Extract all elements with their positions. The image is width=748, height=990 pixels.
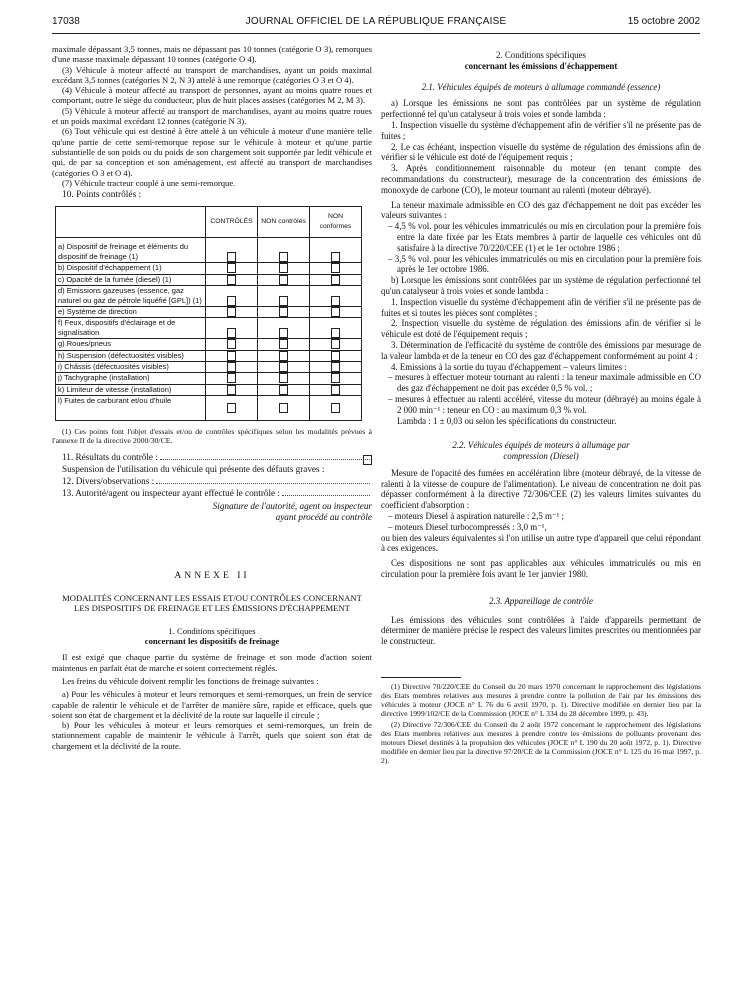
paragraph: Il est exigé que chaque partie du système de freinage et son mode d'action soient maintenus en parfait état de marche et soient correctement réglés. bbox=[52, 652, 372, 673]
list-item: – mesures à effectuer au ralenti accéléré, vitesse du moteur (débrayé) au moins égale à 2 000 min⁻¹ : teneur en CO : au maximum 0,3 % vol. bbox=[388, 393, 701, 415]
right-column bbox=[381, 44, 701, 765]
table-row bbox=[56, 307, 362, 318]
authority-label: 13. Autorité/agent ou inspecteur ayant effectué le contrôle : bbox=[62, 487, 280, 498]
table-row bbox=[56, 361, 362, 372]
checkbox[interactable] bbox=[279, 263, 288, 273]
header-rule bbox=[52, 33, 700, 34]
table-row bbox=[56, 395, 362, 420]
row-label: a) Dispositif de freinage et éléments du dispositif de freinage (1) bbox=[56, 238, 206, 263]
checkbox[interactable] bbox=[227, 307, 236, 317]
checkbox[interactable] bbox=[279, 351, 288, 361]
annex-title: ANNEXE II bbox=[174, 569, 250, 581]
row-label: h) Suspension (défectuosités visibles) bbox=[56, 350, 206, 361]
paragraph: 2. Inspection visuelle du système de régulation des émissions afin de vérifier si le véhicule est doté de l'équipement requis ; bbox=[381, 318, 701, 340]
paragraph: maximale dépassant 3,5 tonnes, mais ne dépassant pas 10 tonnes (catégorie O 3), remorques d'une masse maximale dépassant 10 tonnes (catégorie O 4). bbox=[52, 44, 372, 65]
checkbox[interactable] bbox=[227, 296, 236, 306]
table-note: (1) Ces points font l'objet d'essais et/ou de contrôles spécifiques selon les modalités prévues à l'annexe II de la directive 2000/30/CE. bbox=[52, 426, 372, 445]
row-label: j) Tachygraphe (installation) bbox=[56, 373, 206, 384]
suspension-line bbox=[52, 463, 372, 475]
checkbox[interactable] bbox=[227, 351, 236, 361]
authority-line bbox=[52, 487, 372, 499]
paragraph: a) Lorsque les émissions ne sont pas contrôlées par un système de régulation perfectionné tel qu'un catalyseur à trois voies et sonde lambda : bbox=[381, 98, 701, 120]
checkbox[interactable] bbox=[227, 328, 236, 338]
table-row bbox=[56, 274, 362, 285]
checkbox[interactable] bbox=[331, 362, 340, 372]
table-header-blank bbox=[56, 207, 206, 238]
results-line bbox=[52, 451, 372, 463]
page-header bbox=[52, 16, 700, 30]
checkbox[interactable] bbox=[331, 385, 340, 395]
checkbox[interactable] bbox=[331, 252, 340, 262]
checkbox[interactable] bbox=[331, 307, 340, 317]
paragraph: a) Pour les véhicules à moteur et leurs remorques et semi-remorques, un frein de service capable de ralentir le véhicule et de l'arrêter de manière sûre, rapide et efficace, quels que soient son état de chargement et la déclivité de la route sur laquelle il circule ; bbox=[52, 689, 372, 720]
row-label: i) Châssis (défectuosités visibles) bbox=[56, 361, 206, 372]
checkbox[interactable] bbox=[331, 275, 340, 285]
list-item: – moteurs Diesel turbocompressés : 3,0 m⁻¹, bbox=[388, 521, 547, 532]
table-row bbox=[56, 263, 362, 274]
subsection-title: 2.3. Appareillage de contrôle bbox=[489, 595, 593, 606]
paragraph: 2. Le cas échéant, inspection visuelle du système de régulation des émissions afin de vérifier si le véhicule est doté de l'équipement requis ; bbox=[381, 141, 701, 163]
annex-subtitle: MODALITÉS CONCERNANT LES ESSAIS ET/OU CONTRÔLES CONCERNANT LES DISPOSITIFS DE FREINAGE ET LES ÉMISSIONS D'ÉCHAPPEMENT bbox=[62, 593, 362, 614]
authority-field[interactable] bbox=[282, 487, 370, 496]
checkbox[interactable] bbox=[331, 373, 340, 383]
section-subtitle: concernant les émissions d'échappement bbox=[464, 60, 618, 71]
subsection-title: 2.2. Véhicules équipés de moteurs à allumage par compression (Diesel) bbox=[452, 440, 630, 462]
row-label: f) Feux, dispositifs d'éclairage et de signalisation bbox=[56, 318, 206, 339]
points-title: 10. Points contrôlés : bbox=[62, 190, 142, 201]
checkbox[interactable] bbox=[331, 339, 340, 349]
checkbox[interactable] bbox=[227, 373, 236, 383]
row-label: b) Dispositif d'échappement (1) bbox=[56, 263, 206, 274]
paragraph: 3. Détermination de l'efficacité du système de contrôle des émissions par mesurage de la valeur lambda et de la teneur en CO des gaz d'échappement conformément au point 4 : bbox=[381, 339, 701, 361]
checkbox[interactable] bbox=[279, 339, 288, 349]
observations-label: 12. Divers/observations : bbox=[62, 475, 155, 486]
section-subtitle: concernant les dispositifs de freinage bbox=[144, 636, 280, 647]
table-row bbox=[56, 286, 362, 307]
checkbox[interactable] bbox=[279, 296, 288, 306]
suspension-label: Suspension de l'utilisation du véhicule qui présente des défauts graves : bbox=[62, 463, 325, 474]
paragraph: (3) Véhicule à moteur affecté au transport de marchandises, ayant un poids maximal excédant 3,5 tonnes (catégories N 2, N 3) attelé à une remorque (catégories O 3 et O 4). bbox=[52, 64, 372, 85]
checkbox[interactable] bbox=[331, 296, 340, 306]
checkbox[interactable] bbox=[279, 275, 288, 285]
checkbox[interactable] bbox=[227, 403, 236, 413]
checkbox[interactable] bbox=[227, 362, 236, 372]
observations-line bbox=[52, 475, 372, 487]
paragraph: Mesure de l'opacité des fumées en accélération libre (moteur débrayé, de la vitesse de ralenti à la vitesse de coupure de l'alimentation). Le niveau de concentration ne doit pas dépasser conformément à la directive 72/306/CEE (2) les valeurs limites suivantes du coefficient d'absorption : bbox=[381, 467, 701, 511]
paragraph: 3. Après conditionnement raisonnable du moteur (en tenant compte des recommandations du constructeur), mesurage de la concentration des émissions de monoxyde de carbone (CO), le moteur tournant au ralenti (moteur débrayé). bbox=[381, 163, 701, 195]
checkbox[interactable] bbox=[331, 403, 340, 413]
page-number: 17038 bbox=[52, 16, 80, 27]
checkbox[interactable] bbox=[279, 385, 288, 395]
paragraph: 1. Inspection visuelle du système d'échappement afin de vérifier s'il ne présente pas de fuites ; bbox=[381, 119, 701, 141]
left-column bbox=[52, 44, 372, 751]
table-row bbox=[56, 339, 362, 350]
checkbox[interactable] bbox=[227, 385, 236, 395]
checkbox[interactable] bbox=[227, 252, 236, 262]
results-field[interactable] bbox=[160, 451, 370, 460]
table-header: NON contrôlés bbox=[258, 207, 310, 238]
list-item: – moteurs Diesel à aspiration naturelle : 2,5 m⁻¹ ; bbox=[388, 511, 564, 522]
checkbox[interactable] bbox=[279, 307, 288, 317]
table-row bbox=[56, 373, 362, 384]
points-table bbox=[55, 206, 362, 420]
paragraph: (7) Véhicule tracteur couplé à une semi-remorque. bbox=[62, 177, 236, 188]
paragraph: b) Pour les véhicules à moteur et leurs remorques et semi-remorques, un frein de stationnement capable de maintenir le véhicule à l'arrêt, quels que soient son état de chargement et la déclivité de la route. bbox=[52, 720, 372, 751]
row-label: k) Limiteur de vitesse (installation) bbox=[56, 384, 206, 395]
checkbox[interactable] bbox=[279, 362, 288, 372]
list-item: – 3,5 % vol. pour les véhicules immatriculés ou mis en circulation pour la première fois après le 1er octobre 1986. bbox=[388, 253, 701, 275]
paragraph: Les freins du véhicule doivent remplir les fonctions de freinage suivantes : bbox=[62, 675, 319, 686]
paragraph: ou bien des valeurs équivalentes si l'on utilise un autre type d'appareil que celui répondant à ces exigences. bbox=[381, 532, 701, 554]
paragraph: La teneur maximale admissible en CO des gaz d'échappement ne doit pas excéder les valeurs suivantes : bbox=[381, 199, 701, 221]
row-label: e) Système de direction bbox=[56, 307, 206, 318]
footnote-rule bbox=[381, 677, 461, 678]
checkbox[interactable] bbox=[227, 263, 236, 273]
checkbox[interactable] bbox=[331, 328, 340, 338]
table-row bbox=[56, 384, 362, 395]
row-label: g) Roues/pneus bbox=[56, 339, 206, 350]
checkbox[interactable] bbox=[279, 403, 288, 413]
table-row bbox=[56, 318, 362, 339]
observations-field[interactable] bbox=[156, 475, 370, 484]
row-label: l) Fuites de carburant et/ou d'huile bbox=[56, 395, 206, 420]
checkbox[interactable] bbox=[331, 351, 340, 361]
checkbox[interactable] bbox=[279, 373, 288, 383]
footnote: (2) Directive 72/306/CEE du Conseil du 2 août 1972 concernant le rapprochement des législations des Etats membres relatives aux mesures à prendre contre les émissions de polluants provenant des moteurs Diesel destinés à la propulsion des véhicules (JOCE n° L 190 du 20 août 1972, p. 1). Directive modifiée en dernier lieu par la directive 97/20/CE de la Commission (JOCE n° L 125 du 16 mai 1997, p. 2). bbox=[381, 720, 701, 766]
paragraph: (4) Véhicule à moteur affecté au transport de personnes, ayant au moins quatre roues et comportant, outre le siège du conducteur, plus de huit places assises (catégories M 2, M 3). bbox=[52, 85, 372, 106]
paragraph: b) Lorsque les émissions sont contrôlées par un système de régulation perfectionné tel qu'un catalyseur à trois voies et sonde lambda : bbox=[381, 275, 701, 296]
section-title: 1. Conditions spécifiques bbox=[168, 625, 256, 636]
checkbox[interactable] bbox=[279, 328, 288, 338]
table-row bbox=[56, 350, 362, 361]
table-row bbox=[56, 238, 362, 263]
signature-note: Signature de l'autorité, agent ou inspecteur ayant procédé au contrôle bbox=[212, 500, 372, 522]
subsection-title: 2.1. Véhicules équipés de moteurs à allumage commandé (essence) bbox=[421, 81, 661, 92]
checkbox[interactable] bbox=[331, 263, 340, 273]
section-title: 2. Conditions spécifiques bbox=[496, 50, 586, 60]
paragraph: 1. Inspection visuelle du système d'échappement afin de vérifier s'il ne présente pas de fuites et si toutes les pièces sont complètes ; bbox=[381, 296, 701, 318]
checkbox[interactable] bbox=[227, 275, 236, 285]
list-item: – mesures à effectuer moteur tournant au ralenti : la teneur maximale admissible en CO des gaz d'échappement ne doit pas excéder 0,5 % vol. ; bbox=[388, 372, 701, 394]
list-item: – 4,5 % vol. pour les véhicules immatriculés ou mis en circulation pour la première fois entre la date fixée par les Etats membres à partir de laquelle ces véhicules ont dû satisfaire à la directive 70/220/CEE (1) et le 1er octobre 1986 ; bbox=[388, 221, 701, 253]
journal-title: JOURNAL OFFICIEL DE LA RÉPUBLIQUE FRANÇAISE bbox=[245, 16, 507, 27]
issue-date: 15 octobre 2002 bbox=[627, 16, 700, 27]
checkbox[interactable] bbox=[279, 252, 288, 262]
paragraph: (5) Véhicule à moteur affecté au transport de marchandises, ayant au moins quatre roues et un poids maximal excédant 12 tonnes (catégorie N 3). bbox=[52, 105, 372, 127]
paragraph: Lambda : 1 ± 0,03 ou selon les spécifications du constructeur. bbox=[397, 415, 617, 426]
row-label: d) Emissions gazeuses (essence, gaz naturel ou gaz de pétrole liquéfié [GPL]) (1) bbox=[56, 286, 206, 307]
footnote: (1) Directive 70/220/CEE du Conseil du 20 mars 1970 concernant le rapprochement des législations des Etats membres relatives aux mesures à prendre contre la pollution de l'air par les émissions des véhicules à moteur (JOCE n° L 76 du 6 avril 1970, p. 1). Directive modifiée en dernier lieu par la directive 1999/102/CE de la Commission (JOCE n° L 334 du 28 décembre 1999, p. 43). bbox=[381, 682, 701, 719]
row-label: c) Opacité de la fumée (diesel) (1) bbox=[56, 274, 206, 285]
results-label: 11. Résultats du contrôle : bbox=[62, 451, 158, 462]
paragraph: Les émissions des véhicules sont contrôlées à l'aide d'appareils permettant de déterminer de manière précise le respect des valeurs limites prescrites ou mentionnées par le constructeur. bbox=[381, 614, 701, 647]
paragraph: (6) Tout véhicule qui est destiné à être attelé à un véhicule à moteur d'une manière telle qu'une partie de cette semi-remorque repose sur le véhicule à moteur et qu'une partie substantielle de son poids ou du poids de son chargement soit supportée par ledit véhicule et qui, de par sa conception et son aménagement, est affecté au transport de marchandises (catégories O 3 et O 4). bbox=[52, 126, 372, 178]
table-header: NON conformes bbox=[310, 207, 362, 238]
table-header: CONTRÔLÉS bbox=[206, 207, 258, 238]
table-header-row bbox=[56, 207, 362, 238]
paragraph: Ces dispositions ne sont pas applicables aux véhicules immatriculés ou mis en circulation pour la première fois avant le 1er janvier 1980. bbox=[381, 558, 701, 580]
checkbox[interactable] bbox=[227, 339, 236, 349]
paragraph: 4. Emissions à la sortie du tuyau d'échappement – valeurs limites : bbox=[391, 361, 627, 372]
